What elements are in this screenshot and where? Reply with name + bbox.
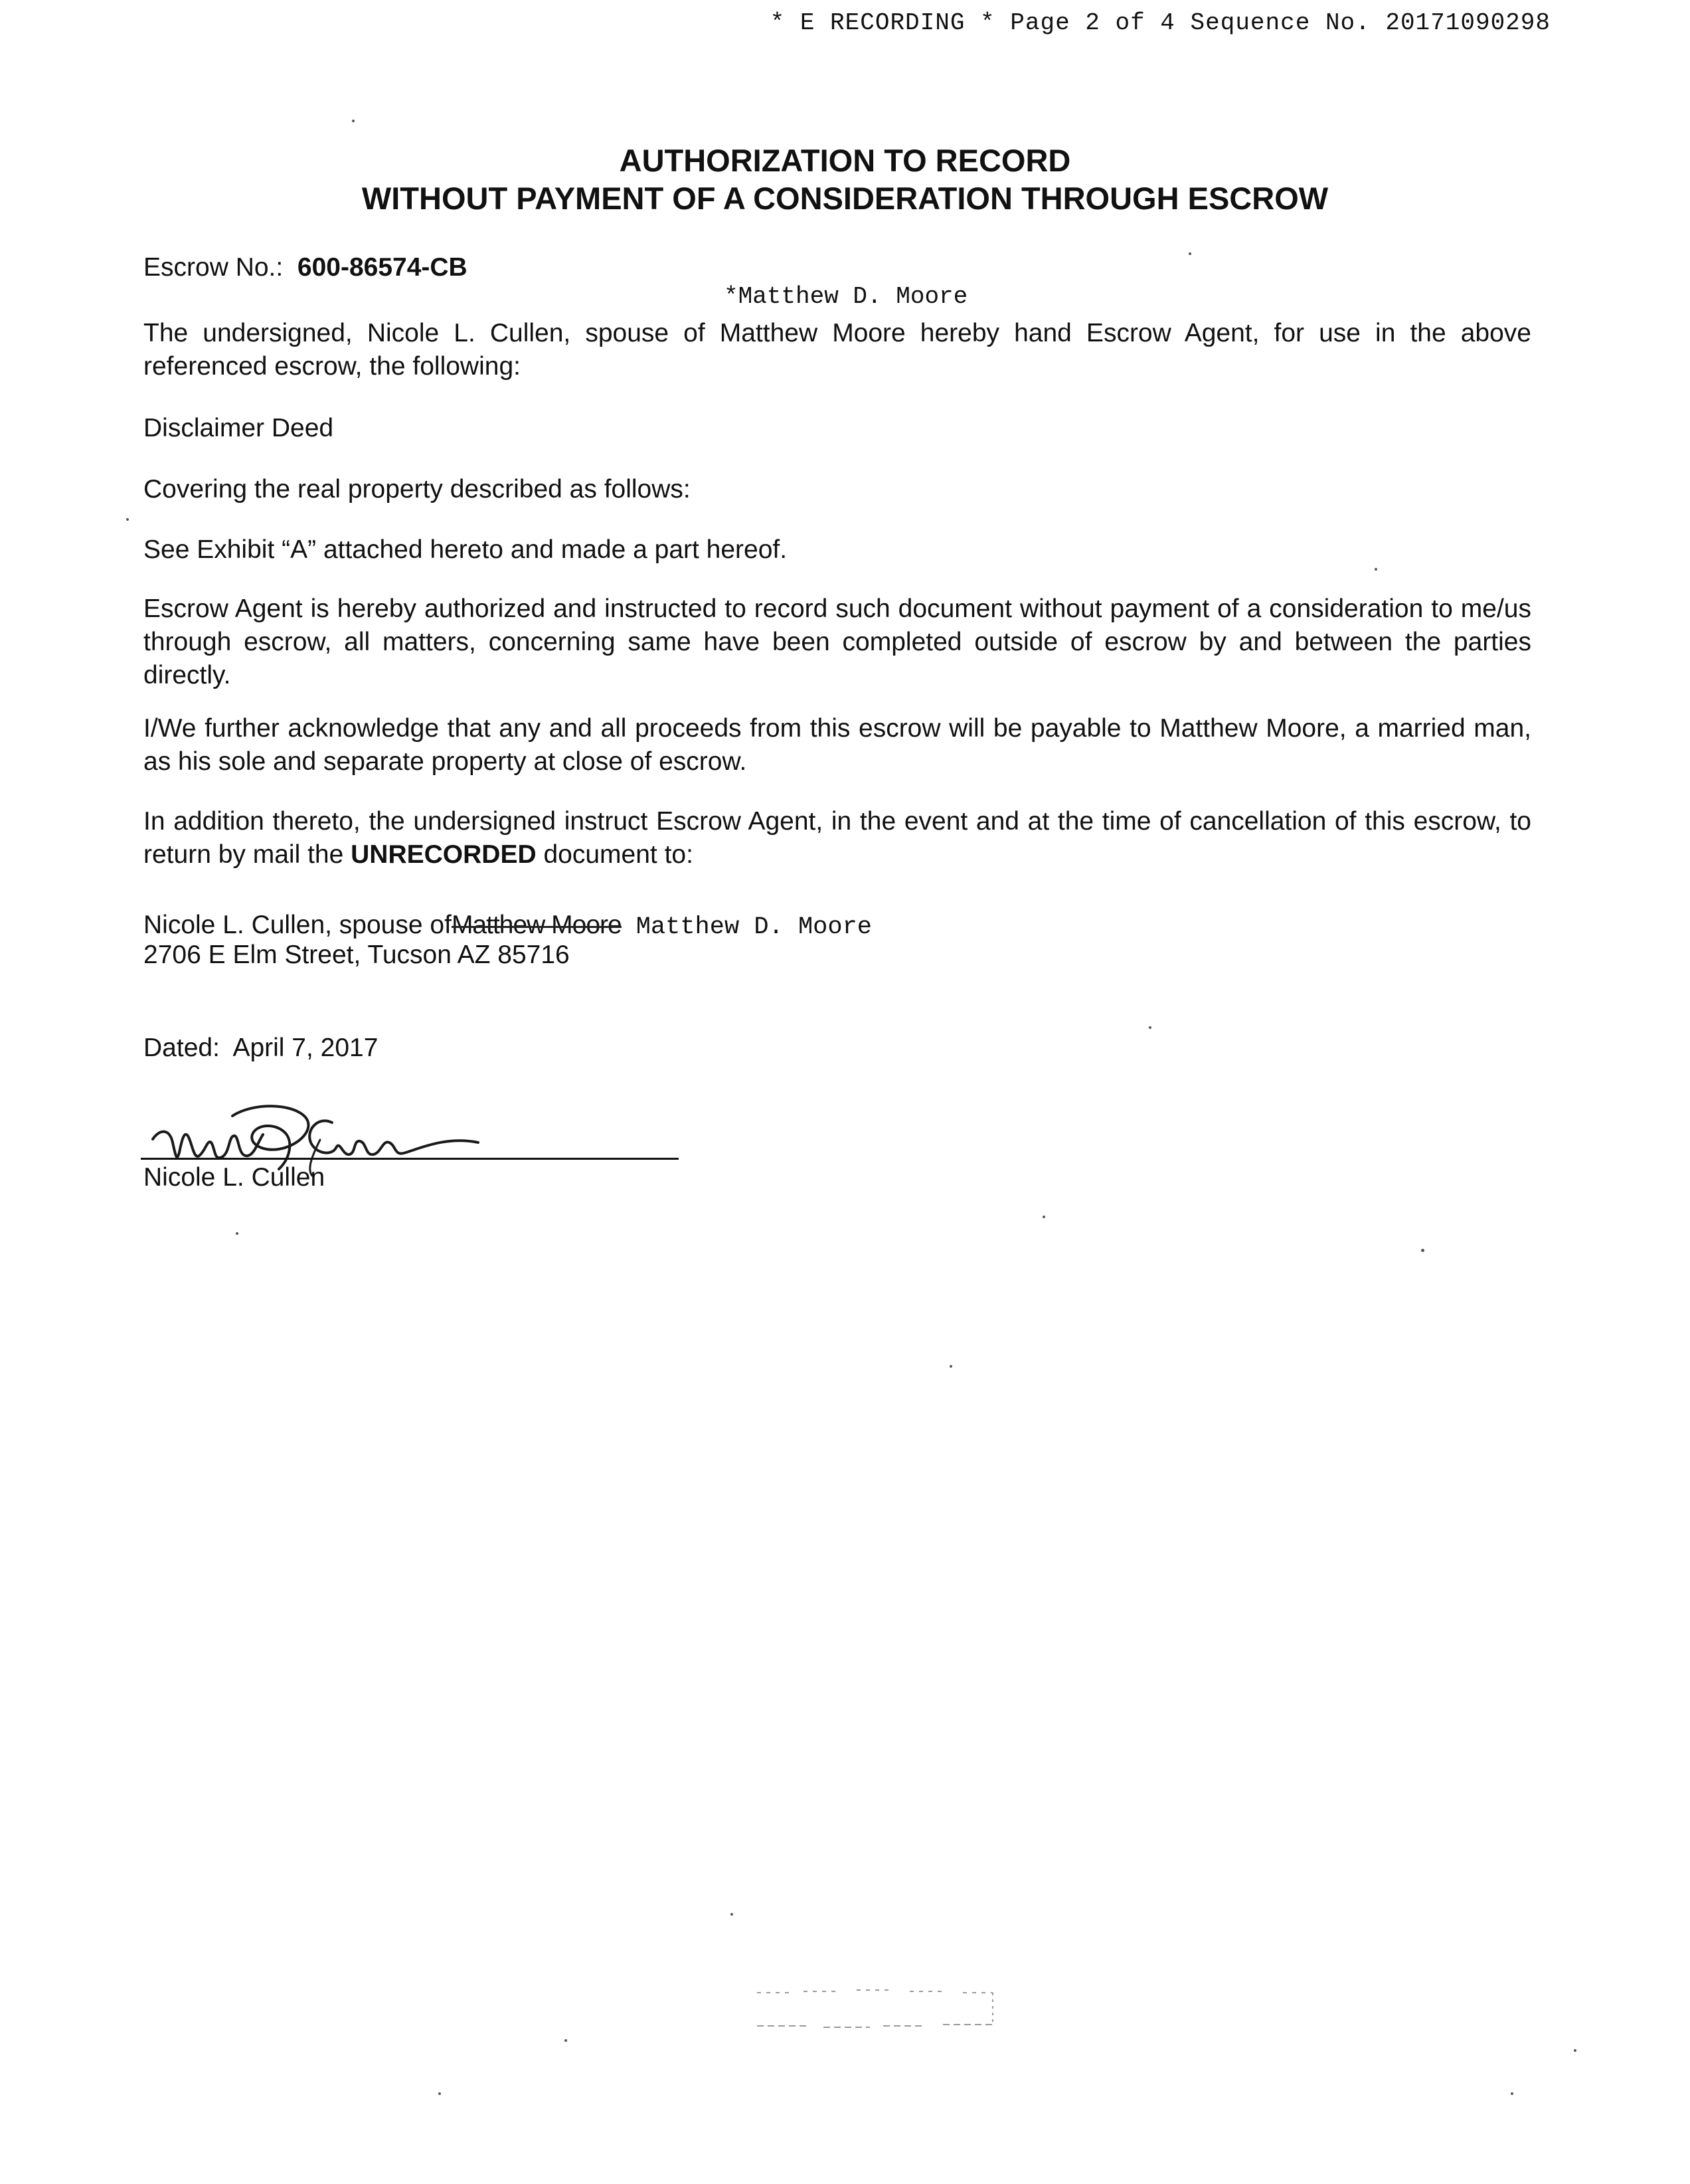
scan-speck	[1189, 252, 1191, 255]
scan-speck	[1511, 2092, 1513, 2095]
faint-stamp-artifact	[750, 1986, 1003, 2033]
struck-out-name: Matthew Moore	[452, 909, 622, 942]
cancellation-text-start: In addition thereto, the undersigned instruct Escrow Agent, in the event and at the time of cancellation of this escrow, to return by mail the	[143, 807, 1531, 869]
return-name-prefix: Nicole L. Cullen, spouse of	[143, 911, 452, 939]
scan-speck	[438, 2092, 441, 2095]
escrow-number-line	[143, 251, 467, 284]
scan-speck	[564, 2039, 567, 2042]
scan-speck	[1043, 1216, 1045, 1218]
scan-speck	[1149, 1026, 1151, 1029]
covering-statement: Covering the real property described as follows:	[143, 475, 691, 503]
scan-speck	[1375, 568, 1377, 571]
scan-speck	[1574, 2049, 1576, 2052]
signatory-name: Nicole L. Cullen	[143, 1163, 325, 1192]
document-type: Disclaimer Deed	[143, 414, 334, 442]
scan-speck	[950, 1365, 952, 1368]
document-title: AUTHORIZATION TO RECORD	[619, 143, 1071, 178]
dated-label: Dated:	[143, 1034, 220, 1062]
acknowledgement-paragraph: I/We further acknowledge that any and all proceeds from this escrow will be payable to Matthew Moore, a married man, as his sole and separate property at close of escrow.	[143, 714, 1531, 776]
return-street-address: 2706 E Elm Street, Tucson AZ 85716	[143, 941, 570, 969]
escrow-number-value: 600-86574-CB	[297, 253, 467, 282]
scan-speck	[352, 120, 355, 122]
cancellation-unrecorded: UNRECORDED	[351, 840, 537, 869]
escrow-number-label: Escrow No.:	[143, 253, 284, 282]
scan-speck	[730, 1913, 733, 1916]
recording-stamp: * E RECORDING * Page 2 of 4 Sequence No. 20171090298	[770, 9, 1551, 37]
document-subtitle: WITHOUT PAYMENT OF A CONSIDERATION THROUGH ESCROW	[361, 181, 1329, 216]
handwritten-insert-note: *Matthew D. Moore	[724, 283, 968, 310]
signature-line	[141, 1158, 679, 1160]
cancellation-text-end: document to:	[536, 840, 693, 869]
dated-value: April 7, 2017	[232, 1034, 379, 1062]
scan-speck	[236, 1232, 238, 1235]
scan-speck	[1421, 1249, 1424, 1252]
corrected-name: Matthew D. Moore	[635, 913, 872, 941]
intro-paragraph: The undersigned, Nicole L. Cullen, spouse of Matthew Moore hereby hand Escrow Agent, for use in the above referenced escrow, the following:	[143, 319, 1531, 381]
cancellation-paragraph	[143, 805, 1531, 871]
scan-speck	[126, 518, 129, 521]
exhibit-reference: See Exhibit “A” attached hereto and made a part hereof.	[143, 535, 788, 564]
dated-line	[143, 1032, 378, 1065]
authorization-paragraph: Escrow Agent is hereby authorized and instructed to record such document without payment of a consideration to me/us through escrow, all matters, concerning same have been completed outside of escrow by and between the parties directly.	[143, 594, 1531, 689]
